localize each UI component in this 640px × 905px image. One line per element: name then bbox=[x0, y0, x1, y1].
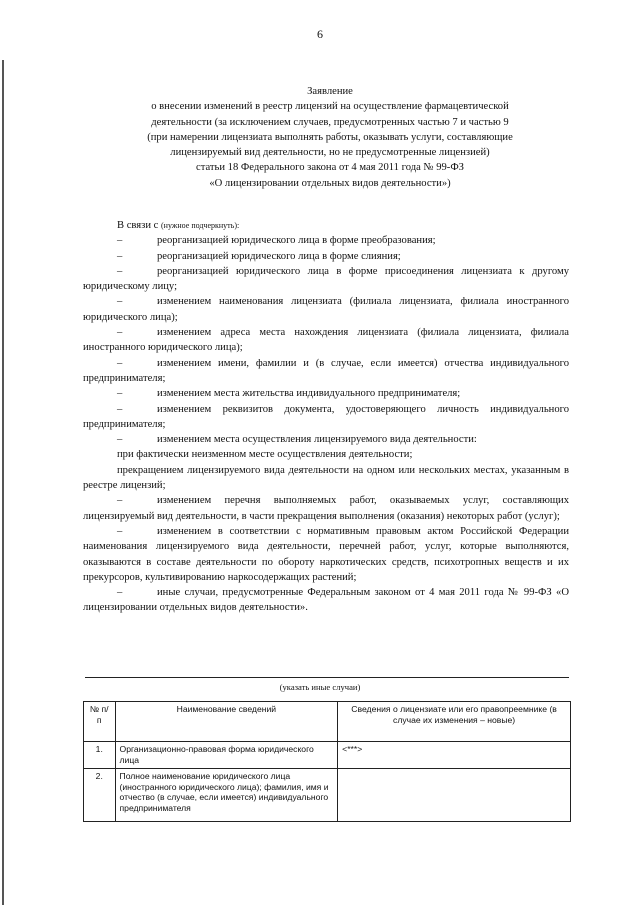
intro-note: (нужное подчеркнуть): bbox=[161, 221, 240, 230]
table-row bbox=[84, 769, 571, 822]
other-cases-caption: (указать иные случаи) bbox=[279, 682, 361, 692]
reason-items bbox=[83, 233, 569, 615]
dash-marker: – bbox=[117, 587, 123, 599]
header-name: Наименование сведений bbox=[115, 702, 338, 742]
title-line: лицензируемый вид деятельности, но не предусмотренные лицензией) bbox=[170, 147, 490, 159]
title-line: статьи 18 Федерального закона от 4 мая 2011 года № 99-ФЗ bbox=[196, 162, 464, 174]
reason-item bbox=[83, 249, 569, 264]
reason-text: изменением места жительства индивидуального предпринимателя; bbox=[157, 388, 461, 400]
dash-marker: – bbox=[117, 265, 123, 277]
reason-item bbox=[83, 386, 569, 401]
reason-text: изменением в соответствии с нормативным правовым актом Российской Федерации наименования лицензируемого вида деятельности, перечней работ, услуг, которые выполняются, оказываются в составе деятельности по обороту наркотических средств, психотропных веществ и их прекурсоров, культивированию наркосодержащих растений; bbox=[83, 525, 569, 583]
reason-item bbox=[83, 447, 569, 462]
dash-marker: – bbox=[117, 388, 123, 400]
reason-text: изменением места осуществления лицензируемого вида деятельности: bbox=[157, 434, 477, 446]
dash-marker: – bbox=[117, 434, 123, 446]
reason-text: иные случаи, предусмотренные Федеральным законом от 4 мая 2011 года № 99-ФЗ «О лицензировании отдельных видов деятельности». bbox=[83, 587, 569, 614]
reason-item bbox=[83, 356, 569, 387]
reason-text: реорганизацией юридического лица в форме преобразования; bbox=[157, 235, 436, 247]
reason-item bbox=[83, 233, 569, 248]
dash-marker: – bbox=[117, 495, 123, 507]
reason-item bbox=[83, 432, 569, 447]
reason-item bbox=[83, 493, 569, 524]
title-line: деятельности (за исключением случаев, предусмотренных частью 7 и частью 9 bbox=[151, 116, 509, 128]
dash-marker: – bbox=[117, 235, 123, 247]
license-info-table bbox=[83, 701, 571, 822]
reason-text: изменением наименования лицензиата (филиала лицензиата, филиала иностранного юридического лица); bbox=[83, 296, 569, 323]
table-header-row bbox=[84, 702, 571, 742]
reason-text: изменением имени, фамилии и (в случае, если имеется) отчества индивидуального предпринимателя; bbox=[83, 357, 569, 384]
reason-text: реорганизацией юридического лица в форме слияния; bbox=[157, 250, 401, 262]
title-line: Заявление bbox=[307, 86, 353, 97]
reason-text: реорганизацией юридического лица в форме присоединения лицензиата к другому юридическому лицу; bbox=[83, 265, 569, 293]
row-name: Полное наименование юридического лица (иностранного юридического лица); фамилия, имя и отчество (в случае, если имеется) индивидуального предпринимателя bbox=[115, 769, 338, 822]
reason-text: при фактически неизменном месте осуществления деятельности; bbox=[117, 449, 413, 461]
row-num: 1. bbox=[84, 742, 116, 769]
reason-text: изменением адреса места нахождения лицензиата (филиала лицензиата, филиала иностранного юридического лица); bbox=[83, 327, 569, 354]
row-value bbox=[338, 769, 571, 822]
dash-marker: – bbox=[117, 327, 123, 339]
dash-marker: – bbox=[117, 403, 123, 415]
reason-item bbox=[83, 325, 569, 356]
reason-item bbox=[83, 524, 569, 585]
other-cases-line bbox=[85, 677, 569, 678]
title-line: о внесении изменений в реестр лицензий на осуществление фармацевтической bbox=[151, 101, 509, 113]
reason-item bbox=[83, 402, 569, 433]
reasons-list bbox=[83, 218, 569, 616]
document-title bbox=[70, 84, 590, 191]
row-value: <***> bbox=[338, 742, 571, 769]
title-line: «О лицензировании отдельных видов деятельности») bbox=[209, 177, 451, 189]
reason-text: изменением реквизитов документа, удостоверяющего личность индивидуального предпринимателя; bbox=[83, 403, 569, 430]
reason-item bbox=[83, 294, 569, 325]
header-num: № п/п bbox=[84, 702, 116, 742]
reason-text: прекращением лицензируемого вида деятельности на одном или нескольких местах, указанным в реестре лицензий; bbox=[83, 464, 569, 492]
row-num: 2. bbox=[84, 769, 116, 822]
dash-marker: – bbox=[117, 296, 123, 308]
page-number: 6 bbox=[317, 27, 323, 41]
reason-item bbox=[83, 264, 569, 295]
page-edge-rule bbox=[2, 60, 4, 905]
dash-marker: – bbox=[117, 250, 123, 262]
intro-paragraph bbox=[83, 218, 569, 233]
table-row bbox=[84, 742, 571, 769]
row-name: Организационно-правовая форма юридического лица bbox=[115, 742, 338, 769]
reason-item bbox=[83, 463, 569, 494]
intro-lead: В связи с bbox=[117, 220, 159, 231]
title-line: (при намерении лицензиата выполнять работы, оказывать услуги, составляющие bbox=[147, 131, 513, 143]
dash-marker: – bbox=[117, 525, 123, 537]
header-info: Сведения о лицензиате или его правопреемнике (в случае их изменения – новые) bbox=[338, 702, 571, 742]
reason-text: изменением перечня выполняемых работ, оказываемых услуг, составляющих лицензируемый вид деятельности, в части прекращения выполнения (оказания) некоторых работ (услуг); bbox=[83, 495, 569, 522]
dash-marker: – bbox=[117, 357, 123, 369]
reason-item bbox=[83, 585, 569, 616]
